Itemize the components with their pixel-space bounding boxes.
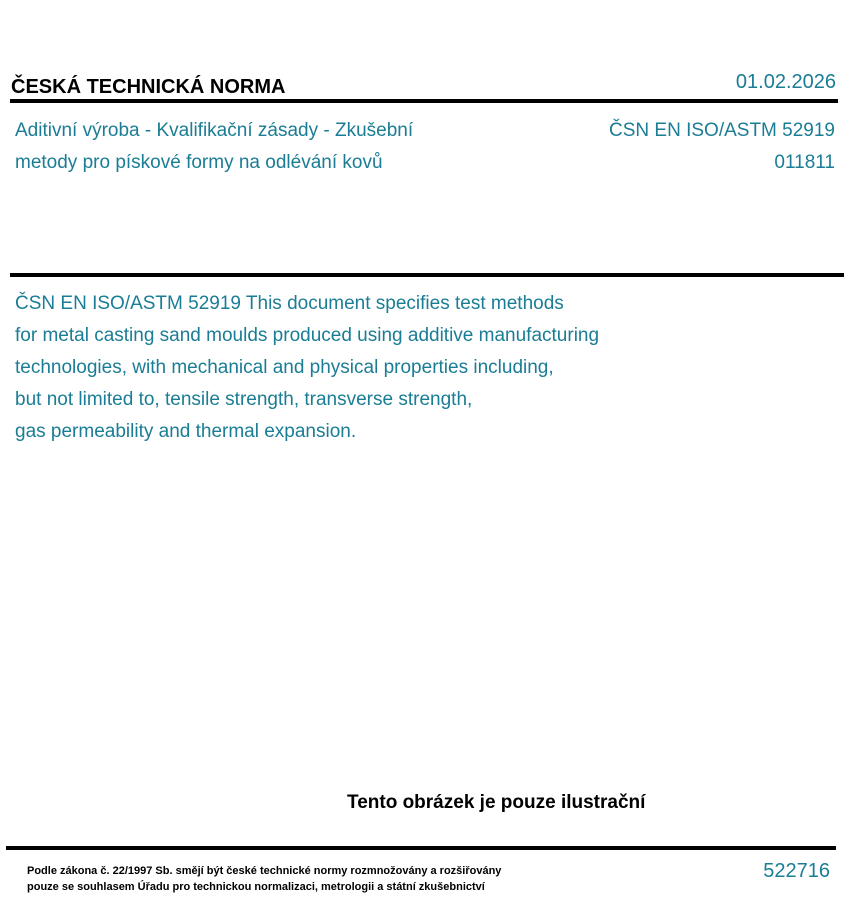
abstract-line-1: ČSN EN ISO/ASTM 52919 This document specifies test methods (15, 293, 564, 314)
document-number: 522716 (763, 860, 830, 882)
standard-title (15, 115, 413, 179)
abstract-line-3: technologies, with mechanical and physical properties including, (15, 357, 554, 378)
abstract (15, 288, 599, 448)
header-divider (10, 99, 838, 103)
section-divider (10, 273, 844, 277)
classification-number: 011811 (774, 152, 835, 173)
standard-code: ČSN EN ISO/ASTM 52919 (609, 120, 835, 141)
norm-title: ČESKÁ TECHNICKÁ NORMA (11, 76, 286, 98)
abstract-line-4: but not limited to, tensile strength, transverse strength, (15, 389, 473, 410)
abstract-line-5: gas permeability and thermal expansion. (15, 421, 357, 442)
footer-divider (6, 846, 836, 850)
standard-identifiers (609, 115, 835, 179)
legal-notice-line-1: Podle zákona č. 22/1997 Sb. smějí být české technické normy rozmnožovány a rozšiřovány (27, 865, 502, 877)
legal-notice (27, 863, 501, 895)
abstract-line-2: for metal casting sand moulds produced using additive manufacturing (15, 325, 600, 346)
legal-notice-line-2: pouze se souhlasem Úřadu pro technickou normalizaci, metrologii a státní zkušebnictví (27, 881, 485, 893)
publication-date: 01.02.2026 (735, 71, 836, 93)
illustrative-notice: Tento obrázek je pouze ilustrační (347, 792, 646, 813)
standard-title-line-1: Aditivní výroba - Kvalifikační zásady - Zkušební (15, 120, 414, 141)
standard-title-line-2: metody pro pískové formy na odlévání kovů (15, 152, 383, 173)
